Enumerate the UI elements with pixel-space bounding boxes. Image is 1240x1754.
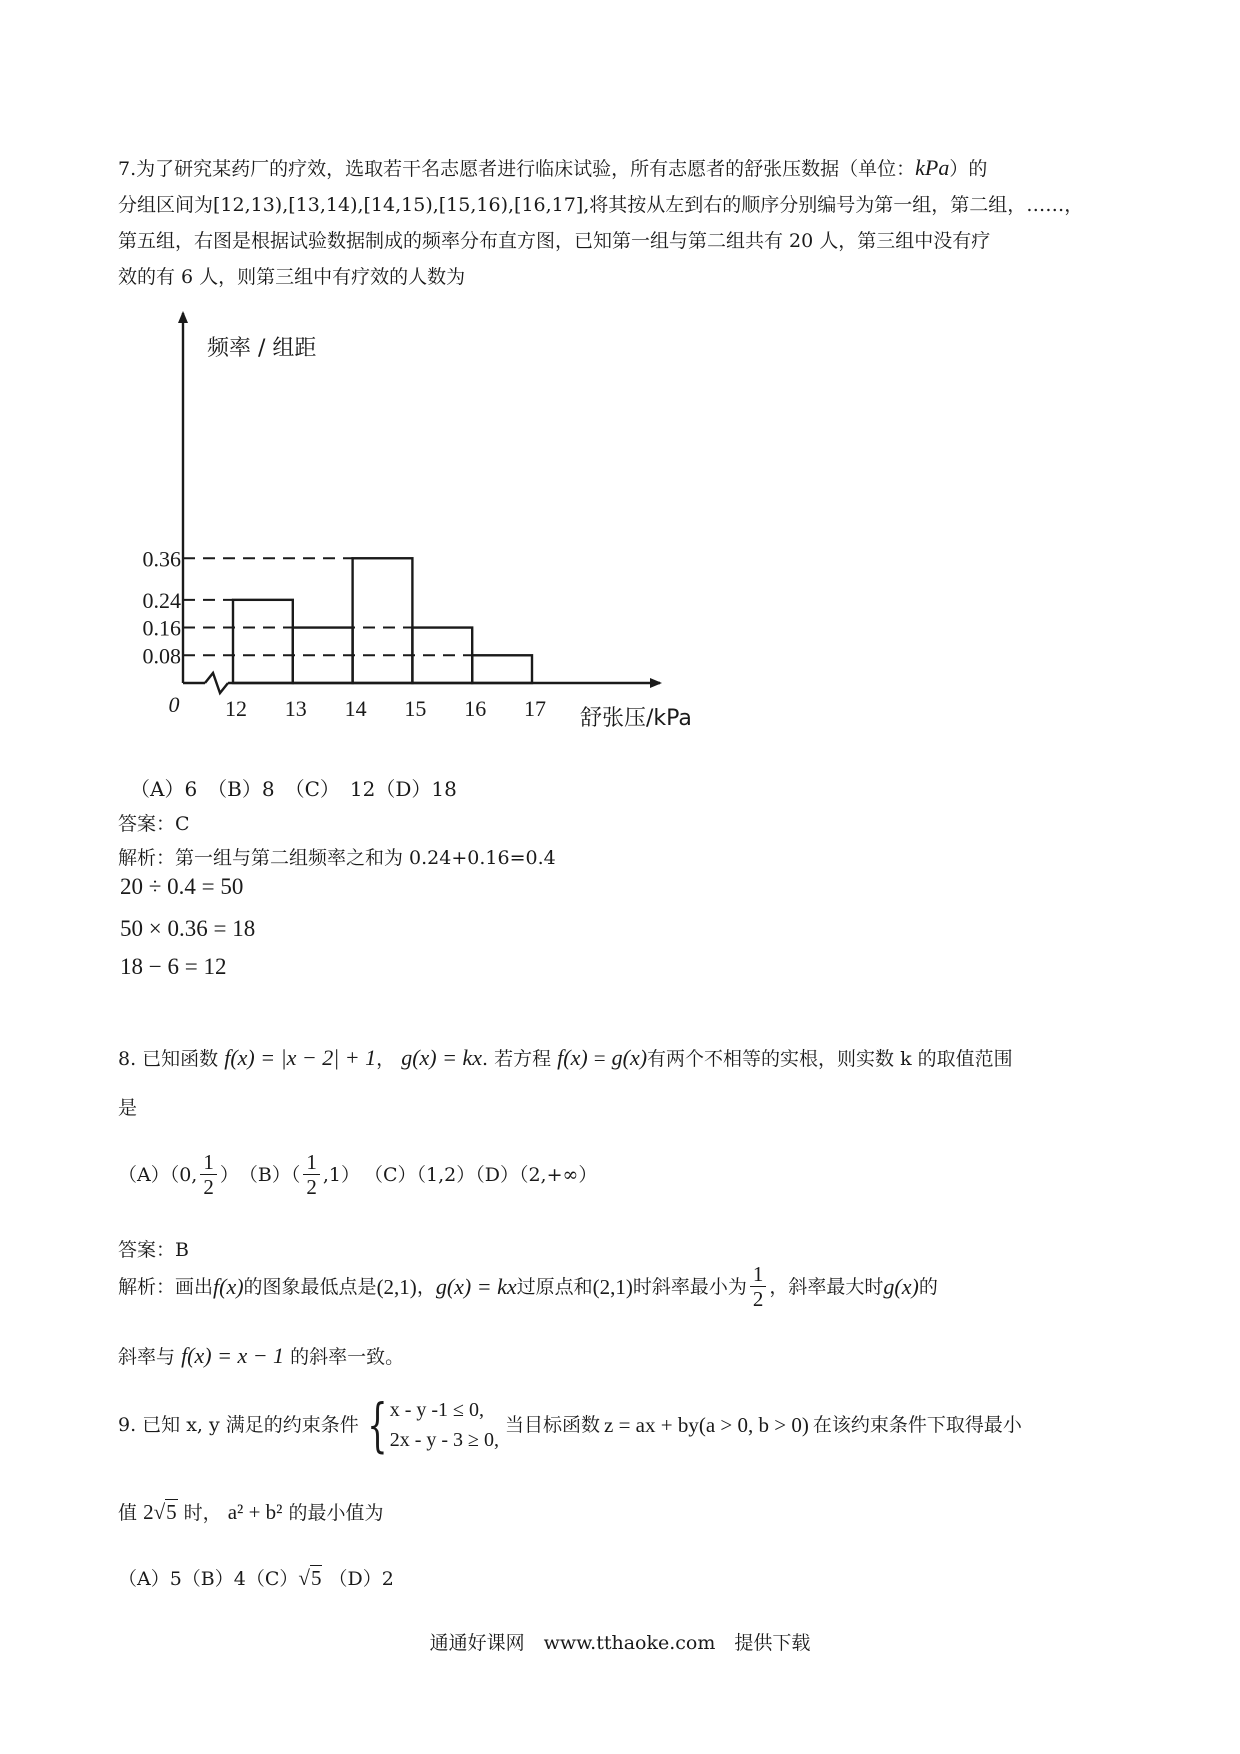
q8-options: （A）（0, $\frac{1}{2}$ ） （B）（ $\frac{1}{2}$ ,1） （C）（1,2）（D）（2,+∞） [118,1150,598,1200]
x-tick-label: 12 [225,696,247,721]
q9-objective: z = ax + by(a > 0, b > 0) [604,1413,809,1437]
q7-step2: 50 × 0.36 = 18 [120,916,256,941]
histogram-bar [353,558,413,683]
q8-g-definition: g(x) = kx [401,1045,483,1070]
q9-stem: 9. 已知 x, y 满足的约束条件 { x - y -1 ≤ 0, 2x - y - 3 ≥ 0, 当目标函数 z = ax + by(a > 0, b > 0) 在该约束条件下取得最小 [118,1391,1022,1459]
q8-answer: 答案：B [118,1239,189,1261]
histogram-bar [472,655,532,683]
x-tick-label: 16 [464,696,487,721]
origin-label: 0 [168,692,180,717]
q7-analysis: 解析：第一组与第二组频率之和为 0.24+0.16=0.4 [118,847,556,869]
q9-options: （A）5（B）4（C）√5 （D）2 [118,1566,394,1590]
y-axis-title: 频率 / 组距 [207,336,317,361]
histogram-bar [233,600,293,683]
x-tick-label: 14 [344,696,367,721]
page-footer: 通通好课网 www.tthaoke.com 提供下载 [429,1632,811,1654]
fraction-one-half: $\frac{1}{2}$ [750,1262,767,1311]
q7-unit: kPa [915,155,950,180]
q8-stem-cont: 是 [118,1097,138,1119]
q8-stem: 8. 已知函数 f(x) = |x − 2| + 1， g(x) = kx. 若方程 f(x) = g(x)有两个不相等的实根，则实数 k 的取值范围 [118,1045,1013,1070]
q7-line4: 效的有 6 人，则第三组中有疗效的人数为 [118,266,466,288]
q7-line2: 分组区间为[12,13),[13,14),[14,15),[15,16),[16,17],将其按从左到右的顺序分别编号为第一组，第二组，……， [118,194,1084,216]
axis-break-icon [205,673,228,693]
y-tick-label: 0.36 [142,546,181,572]
q7-step3: 18 − 6 = 12 [120,954,227,979]
q9-stem-cont: 值 2√5 时， a² + b² 的最小值为 [118,1500,384,1524]
x-tick-label: 13 [284,696,307,721]
x-tick-label: 15 [404,696,427,721]
left-brace-icon: { [367,1391,388,1459]
q7-answer: 答案：C [118,813,190,835]
x-axis-title: 舒张压/kPa [580,706,692,731]
q7-line3: 第五组，右图是根据试验数据制成的频率分布直方图，已知第一组与第二组共有 20 人，第三组中没有疗 [118,230,991,252]
sqrt-icon: √ [298,1566,310,1590]
q8-analysis-cont: 斜率与 f(x) = x − 1 的斜率一致。 [118,1343,405,1368]
q8-analysis: 解析：画出 f(x) 的图象最低点是 (2,1) ， g(x) = kx 过原点和 (2,1) 时斜率最小为 $\frac{1}{2}$ ，斜率最大时 g(x) 的 [118,1262,938,1312]
y-tick-label: 0.08 [142,643,181,669]
q7-line1: 7.为了研究某药厂的疗效，选取若干名志愿者进行临床试验，所有志愿者的舒张压数据（单位：kPa）的 [118,155,988,180]
y-tick-label: 0.16 [142,615,181,641]
x-tick-label: 17 [524,696,546,721]
fraction-one-half: $\frac{1}{2}$ [200,1150,217,1199]
sqrt-icon: √ [153,1500,166,1524]
q7-options: （A）6 （B）8 （C） 12（D）18 [130,777,457,801]
y-tick-label: 0.24 [142,587,181,613]
q7-step1: 20 ÷ 0.4 = 50 [120,874,244,899]
fraction-one-half: $\frac{1}{2}$ [303,1150,320,1199]
q8-f-definition: f(x) = |x − 2| + 1 [224,1045,377,1070]
constraint-system: { x - y -1 ≤ 0, 2x - y - 3 ≥ 0, [367,1391,499,1459]
